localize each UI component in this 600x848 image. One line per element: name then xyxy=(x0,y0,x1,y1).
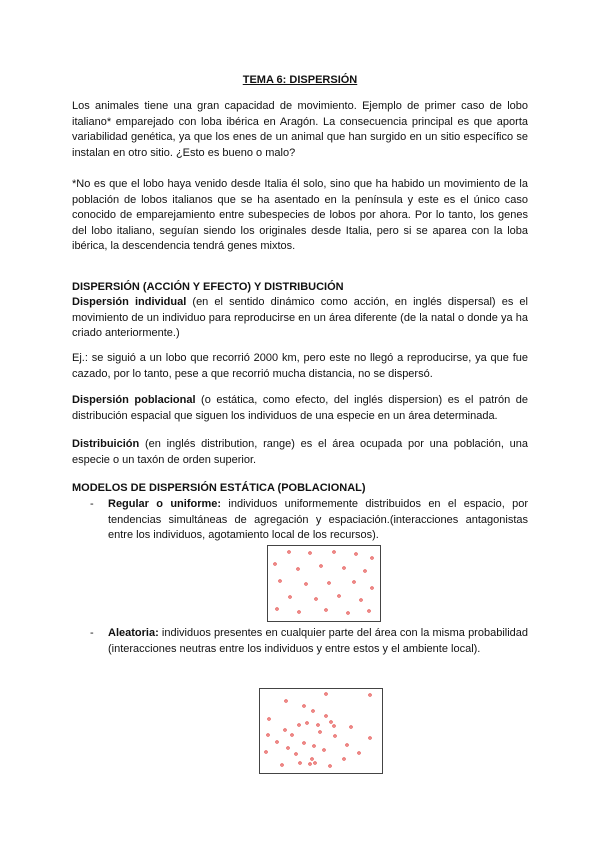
list-item-regular xyxy=(108,497,528,544)
individual-dot xyxy=(328,582,330,584)
individual-dot xyxy=(289,596,291,598)
individual-dot xyxy=(320,565,322,567)
dispersion-individual-paragraph xyxy=(72,295,528,342)
individual-dot xyxy=(268,718,270,720)
bullet-marker: - xyxy=(90,627,94,639)
individual-dot xyxy=(329,765,331,767)
individual-dot xyxy=(333,551,335,553)
individual-dot xyxy=(353,581,355,583)
individual-dot xyxy=(338,595,340,597)
individual-dot xyxy=(309,552,311,554)
individual-dot xyxy=(276,741,278,743)
dispersion-poblacional-text: (o estática, como efecto, del inglés dispersion) es el patrón de distribución espacial que siguen los individuos de una especie en un área determinada. xyxy=(72,394,528,422)
individual-dot xyxy=(325,609,327,611)
bullet-marker: - xyxy=(90,498,94,510)
individual-dot xyxy=(295,753,297,755)
dispersion-poblacional-paragraph xyxy=(72,393,528,424)
individual-dot xyxy=(281,764,283,766)
individual-dot xyxy=(343,567,345,569)
intro-paragraph: Los animales tiene una gran capacidad de movimiento. Ejemplo de primer caso de lobo italiano* emparejado con loba ibérica en Aragón. La consecuencia principal es que aporta variabilidad genética, ya que los enes de un animal que han surgido en un sitio específico se instalan en otro sitio. ¿Esto es bueno o malo? xyxy=(72,100,528,159)
individual-dot xyxy=(346,744,348,746)
example-paragraph: Ej.: se siguió a un lobo que recorrió 2000 km, pero este no llegó a reproducirse, ya que fue cazado, por lo tanto, pese a que recorrió mucha distancia, no se dispersó. xyxy=(72,352,528,380)
individual-dot xyxy=(317,724,319,726)
individual-dot xyxy=(311,758,313,760)
dispersion-poblacional-term: Dispersión poblacional xyxy=(72,394,196,406)
individual-dot xyxy=(347,612,349,614)
individual-dot xyxy=(297,568,299,570)
aleatoria-text: individuos presentes en cualquier parte del área con la misma probabilidad (interacciones neutras entre los individuos y entre estos y el ambiente local). xyxy=(108,627,528,655)
individual-dot xyxy=(265,751,267,753)
individual-dot xyxy=(314,762,316,764)
individual-dot xyxy=(274,563,276,565)
individual-dot xyxy=(306,722,308,724)
individual-dot xyxy=(333,725,335,727)
individual-dot xyxy=(355,553,357,555)
individual-dot xyxy=(369,694,371,696)
dispersion-individual-text: (en el sentido dinámico como acción, en inglés dispersal) es el movimiento de un individuo para reproducirse en un área diferente (de la natal o donde ya ha criado anteriormente.) xyxy=(72,296,528,340)
dispersion-individual-term: Dispersión individual xyxy=(72,296,187,308)
distribucion-paragraph xyxy=(72,437,528,468)
individual-dot xyxy=(315,598,317,600)
section-heading-models: MODELOS DE DISPERSIÓN ESTÁTICA (POBLACIONAL) xyxy=(72,482,366,494)
individual-dot xyxy=(360,599,362,601)
aleatoria-term: Aleatoria: xyxy=(108,627,159,639)
individual-dot xyxy=(343,758,345,760)
individual-dot xyxy=(319,731,321,733)
individual-dot xyxy=(313,745,315,747)
individual-dot xyxy=(358,752,360,754)
regular-dispersion-figure xyxy=(267,545,381,622)
page-title: TEMA 6: DISPERSIÓN xyxy=(242,74,358,86)
distribucion-term: Distribuición xyxy=(72,438,140,450)
regular-term: Regular o uniforme: xyxy=(108,498,222,510)
individual-dot xyxy=(287,747,289,749)
individual-dot xyxy=(276,608,278,610)
individual-dot xyxy=(288,551,290,553)
individual-dot xyxy=(285,700,287,702)
individual-dot xyxy=(305,583,307,585)
individual-dot xyxy=(350,726,352,728)
individual-dot xyxy=(267,734,269,736)
individual-dot xyxy=(298,724,300,726)
individual-dot xyxy=(299,762,301,764)
individual-dot xyxy=(298,611,300,613)
section-heading-dispersion: DISPERSIÓN (ACCIÓN Y EFECTO) Y DISTRIBUCIÓN xyxy=(72,281,344,293)
individual-dot xyxy=(371,587,373,589)
individual-dot xyxy=(325,693,327,695)
note-paragraph: *No es que el lobo haya venido desde Italia él solo, sino que ha habido un movimiento de la población de lobos italianos que se ha asentado en la península y este es el único caso conocido de emparejamiento entre subespecies de lobos por ahora. Por lo tanto, los genes del lobo italiano, seguían siendo los originales desde Italia, pero si se aparea con la loba ibérica, la descendencia tendrá genes mixtos. xyxy=(72,178,528,253)
individual-dot xyxy=(303,705,305,707)
regular-text: individuos uniformemente distribuidos en el espacio, por tendencias simultáneas de agregación y espaciación.(interacciones antagonistas entre los individuos, agotamiento local de los recursos). xyxy=(108,498,528,542)
list-item-aleatoria xyxy=(108,626,528,657)
individual-dot xyxy=(323,749,325,751)
individual-dot xyxy=(284,729,286,731)
individual-dot xyxy=(291,734,293,736)
individual-dot xyxy=(279,580,281,582)
individual-dot xyxy=(371,557,373,559)
distribucion-text: (en inglés distribution, range) es el área ocupada por una población, una especie o un taxón de orden superior. xyxy=(72,438,528,466)
individual-dot xyxy=(330,721,332,723)
individual-dot xyxy=(303,742,305,744)
random-dispersion-figure xyxy=(259,688,383,774)
individual-dot xyxy=(334,735,336,737)
individual-dot xyxy=(364,570,366,572)
individual-dot xyxy=(312,710,314,712)
individual-dot xyxy=(369,737,371,739)
individual-dot xyxy=(368,610,370,612)
individual-dot xyxy=(325,715,327,717)
individual-dot xyxy=(309,763,311,765)
